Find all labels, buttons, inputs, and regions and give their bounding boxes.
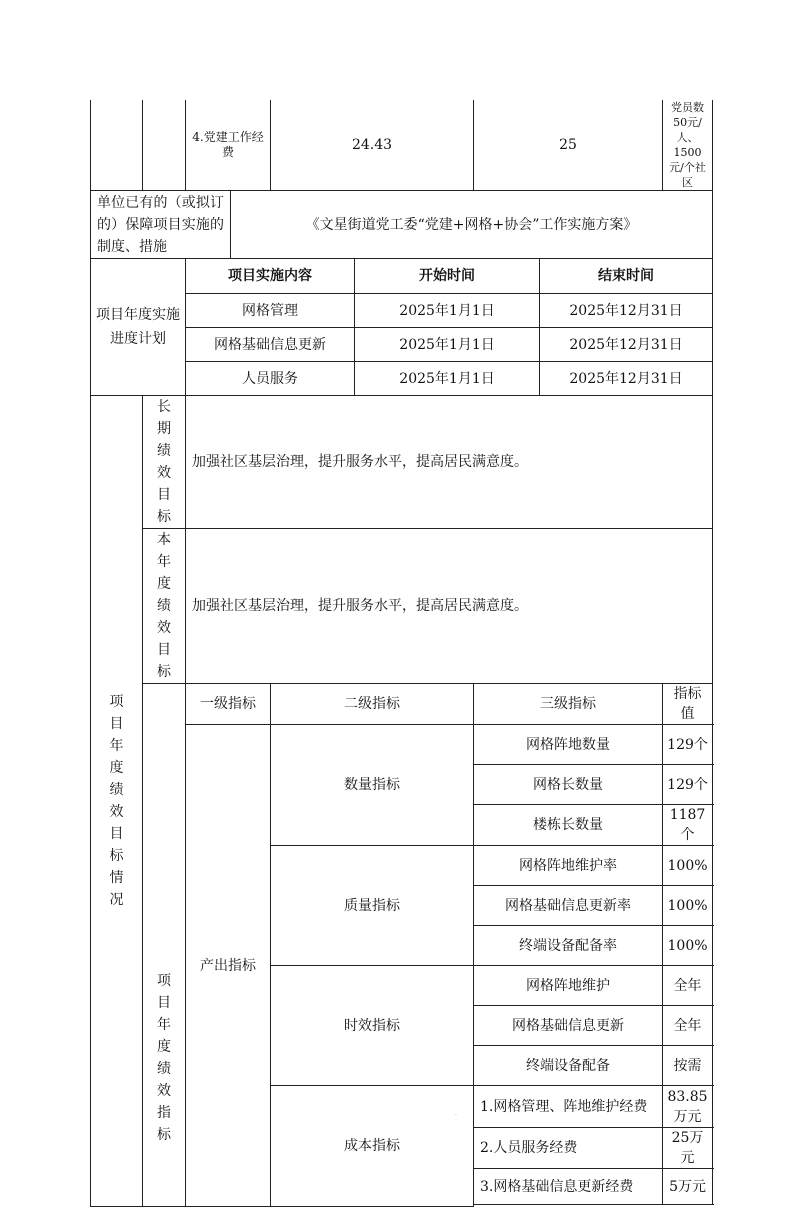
schedule-header-end: 结束时间 [540,259,713,294]
guarantee-row [91,191,713,259]
schedule-start: 2025年1月1日 [355,294,540,328]
annual-text: 加强社区基层治理，提升服务水平，提高居民满意度。 [186,529,713,684]
budget-basis: 党员数50元/人、1500元/个社区 [663,100,713,191]
empty-cell [91,100,143,191]
indicator-value: 129个 [663,725,713,765]
empty-cell [143,100,186,191]
group-cost: 成本指标 [271,1086,474,1207]
spacer-cell [474,1206,663,1207]
indicator-name: 1.网格管理、阵地维护经费 [474,1086,663,1128]
indicator-value: 100% [663,846,713,886]
indicator-value: 按需 [663,1046,713,1086]
indicator-name: 2.人员服务经费 [474,1128,663,1169]
schedule-content: 人员服务 [186,362,355,396]
indicator-value: 5万元 [663,1169,713,1205]
performance-table-page [90,100,712,1195]
schedule-content: 网格管理 [186,294,355,328]
indicator-name: 终端设备配备 [474,1046,663,1086]
budget-row [91,100,713,191]
schedule-end: 2025年12月31日 [540,362,713,396]
schedule-header-start: 开始时间 [355,259,540,294]
performance-section-label [91,396,143,1207]
group-quantity: 数量指标 [271,725,474,846]
indicator-value: 100% [663,926,713,966]
long-term-text: 加强社区基层治理，提升服务水平，提高居民满意度。 [186,396,713,529]
schedule-start: 2025年1月1日 [355,362,540,396]
indicator-value: 1187个 [663,805,713,846]
schedule-header-content: 项目实施内容 [186,259,355,294]
indicator-name: 网格长数量 [474,765,663,805]
level1-cell: 产出指标 [186,725,271,1207]
schedule-label: 项目年度实施进度计划 [91,259,186,396]
schedule-end: 2025年12月31日 [540,328,713,362]
indicator-value: 全年 [663,1006,713,1046]
schedule-header-row [91,259,713,294]
indicator-value: 83.85万元 [663,1086,713,1128]
indicator-name: 3.网格基础信息更新经费 [474,1169,663,1205]
guarantee-content: 《文星街道党工委“党建+网格+协会”工作实施方案》 [231,191,713,259]
indicator-name: 网格阵地维护 [474,966,663,1006]
indicator-name: 网格阵地维护率 [474,846,663,886]
header-value: 指标值 [663,684,713,725]
budget-item: 4.党建工作经费 [186,100,271,191]
project-table [90,100,713,1207]
annual-label: 本年度绩效目标 [157,532,171,680]
indicator-name: 网格阵地数量 [474,725,663,765]
indicator-label: 项目年度绩效指标 [157,973,171,1143]
budget-value-a: 24.43 [271,100,474,191]
group-quality: 质量指标 [271,846,474,966]
header-level1: 一级指标 [186,684,271,725]
schedule-end: 2025年12月31日 [540,294,713,328]
annual-row [91,529,713,684]
spacer-cell [663,1206,713,1207]
indicator-header-row [91,684,713,725]
long-term-row [91,396,713,529]
header-level3: 三级指标 [474,684,663,725]
scan-mark: · [455,1112,457,1119]
indicator-name: 网格基础信息更新 [474,1006,663,1046]
group-timeliness: 时效指标 [271,966,474,1086]
indicator-value: 129个 [663,765,713,805]
budget-value-b: 25 [474,100,663,191]
schedule-start: 2025年1月1日 [355,328,540,362]
header-level2: 二级指标 [271,684,474,725]
long-term-label-cell [143,396,186,529]
indicator-value: 全年 [663,966,713,1006]
indicator-value: 100% [663,886,713,926]
performance-section-text: 项目年度绩效目标情况 [109,694,124,908]
indicator-name: 终端设备配备率 [474,926,663,966]
indicator-name: 网格基础信息更新率 [474,886,663,926]
schedule-content: 网格基础信息更新 [186,328,355,362]
guarantee-label: 单位已有的（或拟订的）保障项目实施的制度、措施 [91,191,231,259]
long-term-label: 长期绩效目标 [157,399,171,525]
indicator-value: 25万元 [663,1128,713,1169]
annual-label-cell [143,529,186,684]
indicator-label-cell [143,684,186,1207]
indicator-name: 楼栋长数量 [474,805,663,846]
